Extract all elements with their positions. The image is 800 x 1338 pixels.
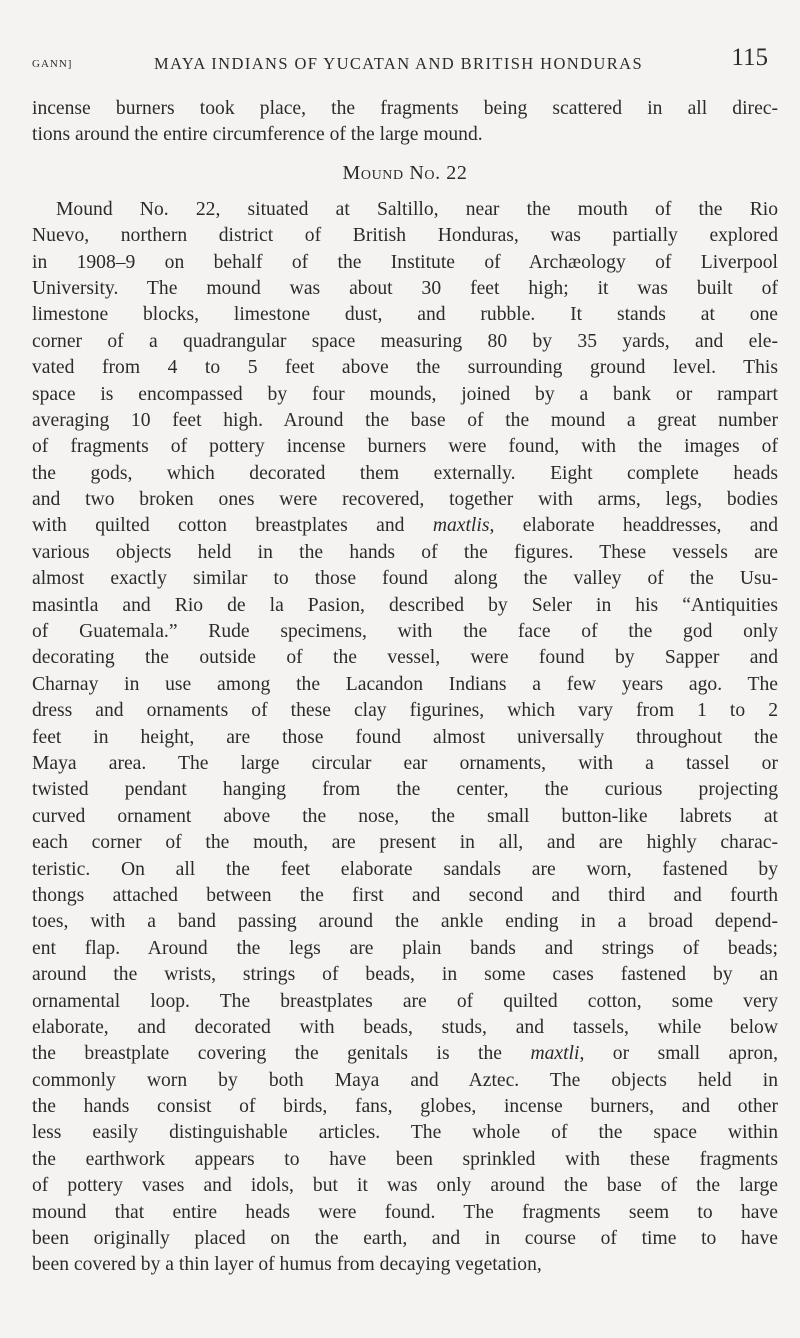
text-line: corner of a quadrangular space measuring 80 by 35 yards, and ele- (32, 330, 778, 352)
text-line: of Guatemala.” Rude specimens, with the face of the god only (32, 621, 778, 643)
text-line: Maya area. The large circular ear ornaments, with a tassel or (32, 752, 778, 774)
text-line: thongs attached between the first and second and third and fourth (32, 884, 778, 906)
text-line: decorating the outside of the vessel, were found by Sapper and (32, 647, 778, 669)
section-heading: Mound No. 22 (342, 161, 468, 184)
text-line: elaborate, and decorated with beads, studs, and tassels, while below (32, 1016, 778, 1038)
page-number: 115 (731, 44, 768, 71)
text-line: University. The mound was about 30 feet high; it was built of (32, 277, 778, 299)
text-line: limestone blocks, limestone dust, and rubble. It stands at one (32, 304, 778, 326)
text-line: dress and ornaments of these clay figurines, which vary from 1 to 2 (32, 700, 778, 722)
text-line: feet in height, are those found almost universally throughout the (32, 726, 778, 748)
text-line: toes, with a band passing around the ankle ending in a broad depend- (32, 911, 778, 933)
text-line: of pottery vases and idols, but it was only around the base of the large (32, 1175, 778, 1197)
running-head-author: GANN] (32, 58, 73, 70)
text-line: mound that entire heads were found. The fragments seem to have (32, 1201, 778, 1223)
text-line: ornamental loop. The breastplates are of quilted cotton, some very (32, 990, 778, 1012)
text-line: curved ornament above the nose, the small button-like labrets at (32, 805, 778, 827)
text-line: averaging 10 feet high. Around the base of the mound a great number (32, 409, 778, 431)
text-line: and two broken ones were recovered, together with arms, legs, bodies (32, 489, 778, 511)
text-line: commonly worn by both Maya and Aztec. The objects held in (32, 1069, 778, 1091)
text-line: been covered by a thin layer of humus from decaying vegetation, (32, 1254, 542, 1276)
text-line: various objects held in the hands of the figures. These vessels are (32, 541, 778, 563)
text-line: less easily distinguishable articles. The whole of the space within (32, 1122, 778, 1144)
text-line: incense burners took place, the fragments being scattered in all direc- (32, 98, 778, 119)
text-line: Charnay in use among the Lacandon Indians a few years ago. The (32, 673, 778, 695)
paragraph (32, 197, 778, 1279)
text-line: teristic. On all the feet elaborate sandals are worn, fastened by (32, 858, 778, 880)
text-line: of fragments of pottery incense burners were found, with the images of (32, 436, 778, 458)
text-line: vated from 4 to 5 feet above the surrounding ground level. This (32, 357, 778, 379)
text-line: the earthwork appears to have been sprinkled with these fragments (32, 1148, 778, 1170)
text-line: Mound No. 22, situated at Saltillo, near the mouth of the Rio (56, 198, 778, 220)
text-line: around the wrists, strings of beads, in some cases fastened by an (32, 964, 778, 986)
text-line: space is encompassed by four mounds, joined by a bank or rampart (32, 383, 778, 405)
text-line: masintla and Rio de la Pasion, described by Seler in his “Antiquities (32, 594, 778, 616)
text-line: almost exactly similar to those found along the valley of the Usu- (32, 568, 778, 590)
text-line: the hands consist of birds, fans, globes, incense burners, and other (32, 1096, 778, 1118)
text-line: the gods, which decorated them externally. Eight complete heads (32, 462, 778, 484)
text-line: ent flap. Around the legs are plain bands and strings of beads; (32, 937, 778, 959)
text-line: in 1908–9 on behalf of the Institute of Archæology of Liverpool (32, 251, 778, 273)
body-text (32, 96, 778, 1279)
text-line: been originally placed on the earth, and in course of time to have (32, 1228, 778, 1250)
text-line: the breastplate covering the genitals is the maxtli, or small apron, (32, 1043, 778, 1065)
text-line: each corner of the mouth, are present in all, and are highly charac- (32, 832, 778, 854)
running-head-title: MAYA INDIANS OF YUCATAN AND BRITISH HONDURAS (154, 54, 644, 73)
text-line: Nuevo, northern district of British Honduras, was partially explored (32, 225, 778, 247)
text-line: tions around the entire circumference of the large mound. (32, 124, 483, 146)
text-line: twisted pendant hanging from the center, the curious projecting (32, 779, 778, 801)
running-head (32, 44, 768, 92)
text-line: with quilted cotton breastplates and maxtlis, elaborate headdresses, and (32, 515, 779, 537)
